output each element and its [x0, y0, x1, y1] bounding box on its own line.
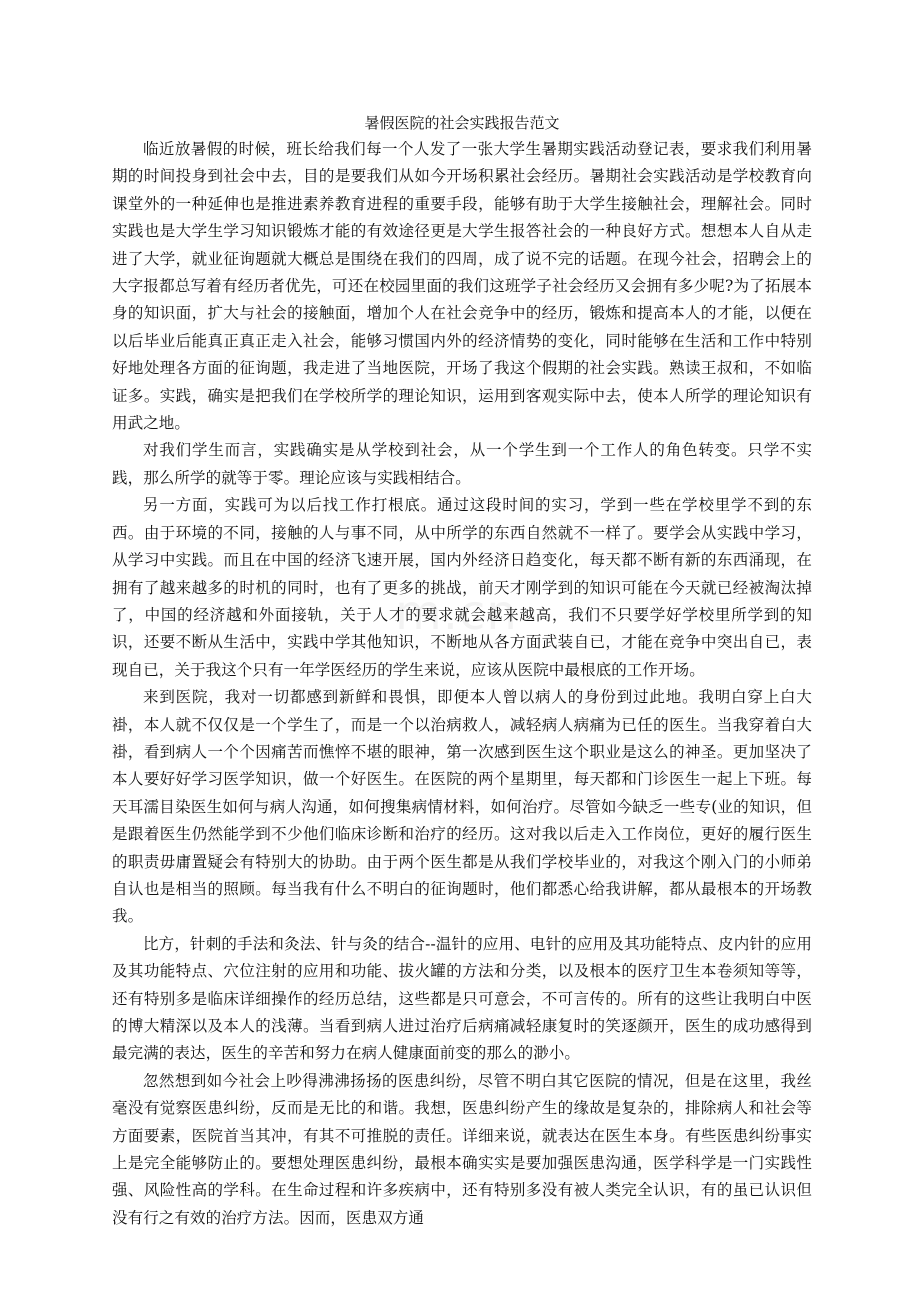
paragraph-1: 临近放暑假的时候，班长给我们每一个人发了一张大学生暑期实践活动登记表，要求我们利用暑期的时间投身到社会中去，目的是要我们从如今开场积累社会经历。暑期社会实践活动是学校教育向课堂外的一种延伸也是推进素养教育进程的重要手段，能够有助于大学生接触社会，理解社会。同时实践也是大学生学习知识锻炼才能的有效途径更是大学生报答社会的一种良好方式。想想本人自从走进了大学，就业征询题就大概总是围绕在我们的四周，成了说不完的话题。在现今社会，招聘会上的大字报都总写着有经历者优先，可还在校园里面的我们这班学子社会经历又会拥有多少呢?为了拓展本身的知识面，扩大与社会的接触面，增加个人在社会竞争中的经历，锻炼和提高本人的才能，以便在以后毕业后能真正真正走入社会，能够习惯国内外的经济情势的变化，同时能够在生活和工作中特别好地处理各方面的征询题，我走进了当地医院，开场了我这个假期的社会实践。熟读王叔和，不如临证多。实践，确实是把我们在学校所学的理论知识，运用到客观实际中去，使本人所学的理论知识有用武之地。	[112, 140, 812, 433]
paragraph-4: 来到医院，我对一切都感到新鲜和畏惧，即便本人曾以病人的身份到过此地。我明白穿上白大褂，本人就不仅仅是一个学生了，而是一个以治病救人，减轻病人病痛为已任的医生。当我穿着白大褂，看到病人一个个因痛苦而憔悴不堪的眼神，第一次感到医生这个职业是这么的神圣。更加坚决了本人要好好学习医学知识，做一个好医生。在医院的两个星期里，每天都和门诊医生一起上下班。每天耳濡目染医生如何与病人沟通，如何搜集病情材料，如何治疗。尽管如今缺乏一些专(业的知识，但是跟着医生仍然能学到不少他们临床诊断和治疗的经历。这对我以后走入工作岗位，更好的履行医生的职责毋庸置疑会有特别大的协助。由于两个医生都是从我们学校毕业的，对我这个刚入门的小师弟自认也是相当的照顾。每当我有什么不明白的征询题时，他们都悉心给我讲解，都从最根本的开场教我。	[112, 688, 812, 926]
document-body	[112, 110, 812, 1232]
paragraph-5: 比方，针刺的手法和灸法、针与灸的结合--温针的应用、电针的应用及其功能特点、皮内针的应用及其功能特点、穴位注射的应用和功能、拔火罐的方法和分类，以及根本的医疗卫生本卷须知等等，还有特别多是临床详细操作的经历总结，这些都是只可意会，不可言传的。所有的这些让我明白中医的博大精深以及本人的浅薄。当看到病人进过治疗后病痛减轻康复时的笑逐颜开，医生的成功感得到最完满的表达，医生的辛苦和努力在病人健康面前变的那么的渺小。	[112, 934, 812, 1063]
paragraph-3: 另一方面，实践可为以后找工作打根底。通过这段时间的实习，学到一些在学校里学不到的东西。由于环境的不同，接触的人与事不同，从中所学的东西自然就不一样了。要学会从实践中学习，从学习中实践。而且在中国的经济飞速开展，国内外经济日趋变化，每天都不断有新的东西涌现，在拥有了越来越多的时机的同时，也有了更多的挑战，前天才刚学到的知识可能在今天就已经被淘汰掉了，中国的经济越和外面接轨，关于人才的要求就会越来越高，我们不只要学好学校里所学到的知识，还要不断从生活中，实践中学其他知识，不断地从各方面武装自已，才能在竞争中突出自已，表现自已，关于我这个只有一年学医经历的学生来说，应该从医院中最根底的工作开场。	[112, 496, 812, 679]
paragraph-2: 对我们学生而言，实践确实是从学校到社会，从一个学生到一个工作人的角色转变。只学不实践，那么所学的就等于零。理论应该与实践相结合。	[112, 441, 812, 487]
document-title: 暑假医院的社会实践报告范文	[364, 114, 560, 132]
paragraph-6: 忽然想到如今社会上吵得沸沸扬扬的医患纠纷，尽管不明白其它医院的情况，但是在这里，我丝毫没有觉察医患纠纷，反而是无比的和谐。我想，医患纠纷产生的缘故是复杂的，排除病人和社会等方面要素，医院首当其冲，有其不可推脱的责任。详细来说，就表达在医生本身。有些医患纠纷事实上是完全能够防止的。要想处理医患纠纷，最根本确实实是要加强医患沟通，医学科学是一门实践性强、风险性高的学科。在生命过程和许多疾病中，还有特别多没有被人类完全认识，有的虽已认识但没有行之有效的治疗方法。因而，医患双方通	[112, 1071, 812, 1227]
